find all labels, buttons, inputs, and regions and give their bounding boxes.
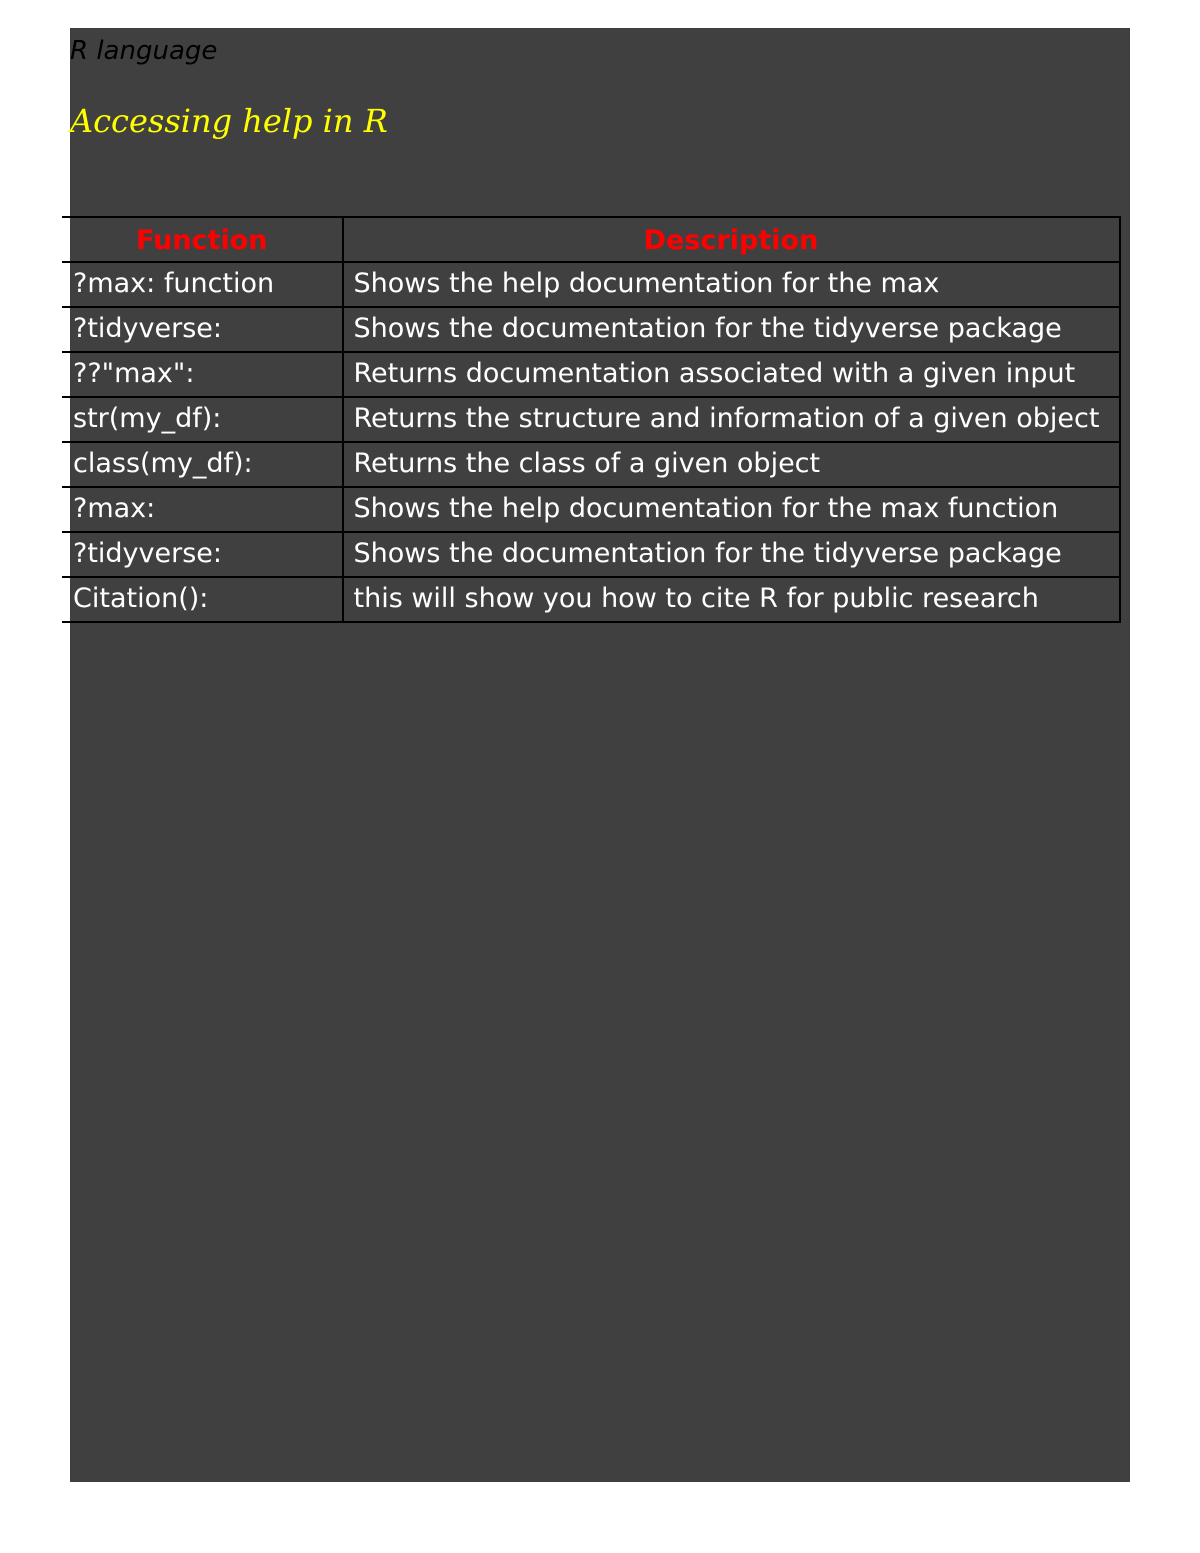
table-row [61,532,1120,577]
column-header-function: Function [61,217,343,262]
function-cell: ?tidyverse: [61,532,343,577]
table-row [61,307,1120,352]
table-row [61,442,1120,487]
description-cell: Shows the help documentation for the max [343,262,1120,307]
table-row [61,487,1120,532]
description-cell: this will show you how to cite R for public research [343,577,1120,622]
table-row [61,577,1120,622]
description-cell: Returns the structure and information of a given object [343,397,1120,442]
description-cell: Returns documentation associated with a given input [343,352,1120,397]
function-cell: str(my_df): [61,397,343,442]
table-header-row [61,217,1120,262]
function-cell: Citation(): [61,577,343,622]
function-cell: ?max: [61,487,343,532]
table-row [61,397,1120,442]
document-header: R language [70,36,218,66]
function-cell: ?max: function [61,262,343,307]
help-functions-table [59,216,1121,623]
document-title: Accessing help in R [70,102,388,140]
description-cell: Returns the class of a given object [343,442,1120,487]
column-header-description: Description [343,217,1120,262]
function-cell: ??"max": [61,352,343,397]
description-cell: Shows the documentation for the tidyverse package [343,532,1120,577]
description-cell: Shows the documentation for the tidyverse package [343,307,1120,352]
function-cell: ?tidyverse: [61,307,343,352]
table-row [61,352,1120,397]
function-cell: class(my_df): [61,442,343,487]
description-cell: Shows the help documentation for the max function [343,487,1120,532]
table-row [61,262,1120,307]
